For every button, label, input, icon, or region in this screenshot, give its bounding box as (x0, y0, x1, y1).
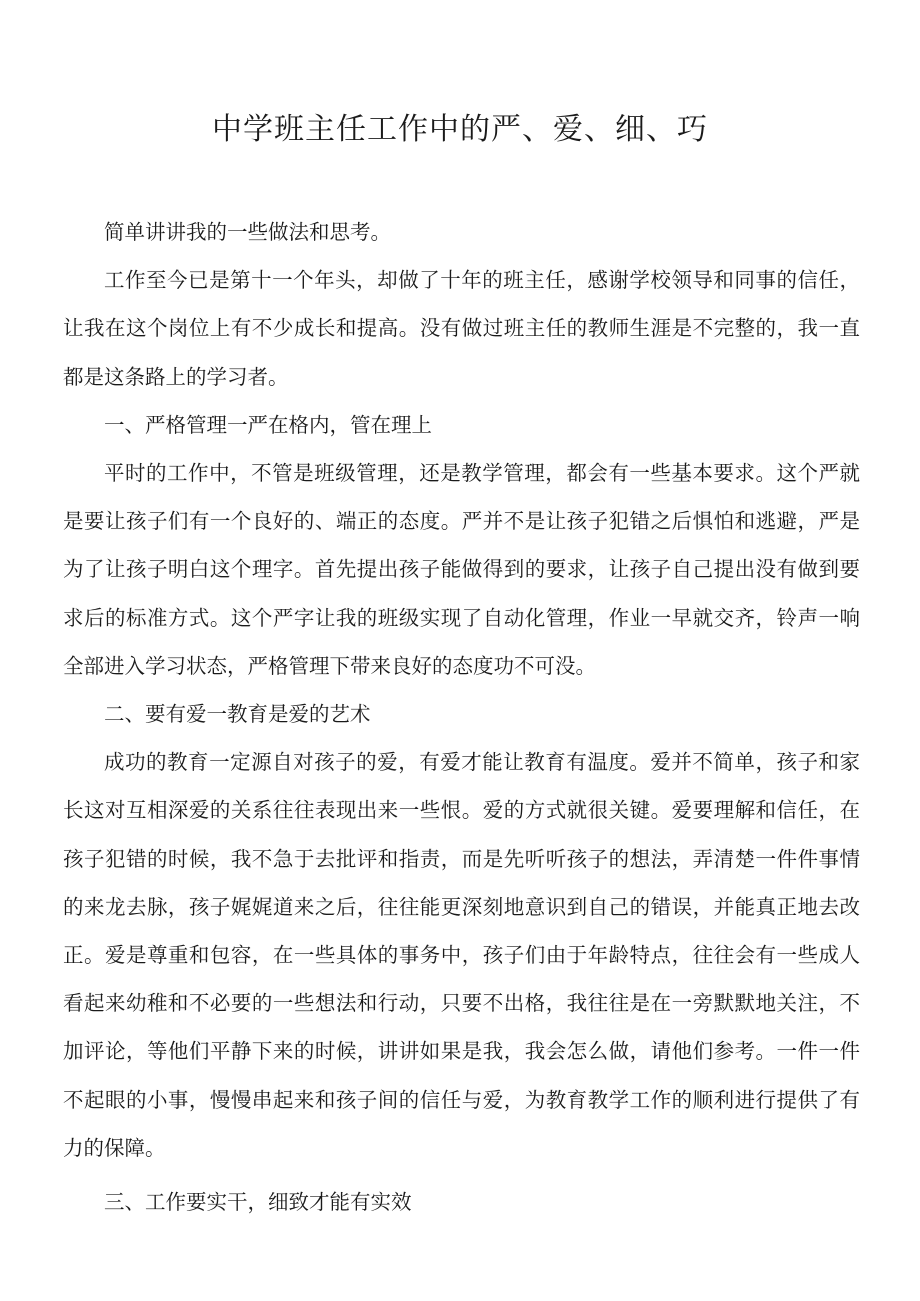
paragraph-strict: 平时的工作中，不管是班级管理，还是教学管理，都会有一些基本要求。这个严就是要让孩子们有一个良好的、端正的态度。严并不是让孩子犯错之后惧怕和逃避，严是为了让孩子明白这个理字。首先提出孩子能做得到的要求，让孩子自己提出没有做到要求后的标准方式。这个严字让我的班级实现了自动化管理，作业一早就交齐，铃声一响全部进入学习状态，严格管理下带来良好的态度功不可没。 (63, 461, 860, 678)
document-title: 中学班主任工作中的严、爱、细、巧 (212, 112, 708, 147)
paragraph-background: 工作至今已是第十一个年头，却做了十年的班主任，感谢学校领导和同事的信任，让我在这个岗位上有不少成长和提高。没有做过班主任的教师生涯是不完整的，我一直都是这条路上的学习者。 (63, 268, 860, 389)
section-heading-detail: 三、工作要实干，细致才能有实效 (104, 1190, 412, 1215)
document-body (63, 208, 860, 1226)
section-heading-strict: 一、严格管理一严在格内，管在理上 (104, 412, 432, 437)
section-heading-love: 二、要有爱一教育是爱的艺术 (104, 702, 371, 727)
paragraph-love: 成功的教育一定源自对孩子的爱，有爱才能让教育有温度。爱并不简单，孩子和家长这对互相深爱的关系往往表现出来一些恨。爱的方式就很关键。爱要理解和信任，在孩子犯错的时候，我不急于去批评和指责，而是先听听孩子的想法，弄清楚一件件事情的来龙去脉，孩子娓娓道来之后，往往能更深刻地意识到自己的错误，并能真正地去改正。爱是尊重和包容，在一些具体的事务中，孩子们由于年龄特点，往往会有一些成人看起来幼稚和不必要的一些想法和行动，只要不出格，我往往是在一旁默默地关注，不加评论，等他们平静下来的时候，讲讲如果是我，我会怎么做，请他们参考。一件一件不起眼的小事，慢慢串起来和孩子间的信任与爱，为教育教学工作的顺利进行提供了有力的保障。 (63, 750, 860, 1160)
paragraph-intro: 简单讲讲我的一些做法和思考。 (104, 220, 391, 244)
